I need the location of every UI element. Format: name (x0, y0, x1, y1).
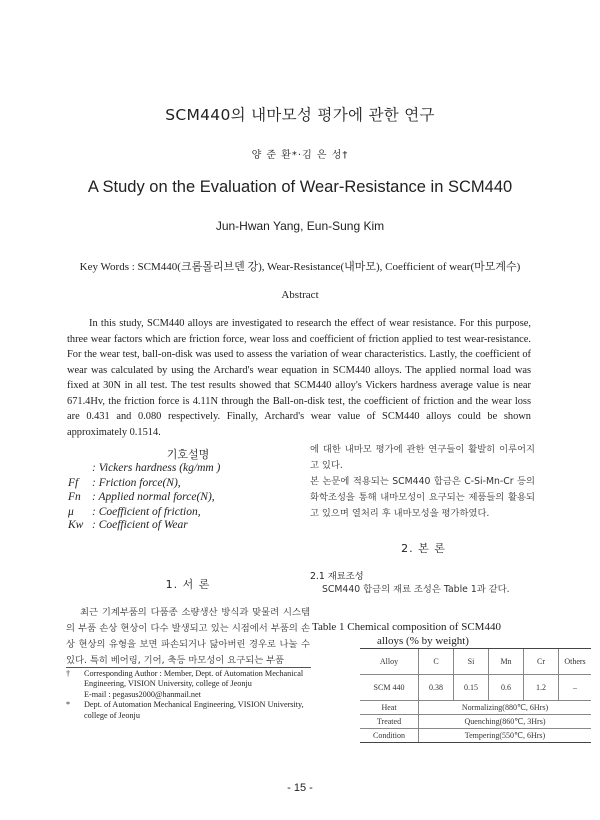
table-cell: Condition (360, 729, 419, 743)
introduction-body: 최근 기계부품의 다품종 소량생산 방식과 맞물려 시스템의 부품 손상 현상이 다수 발생되고 있는 시점에서 부품의 손상 현상의 유형을 보면 파손되거나 닳아버린 경우로 나눌 수 있다. 특히 베어링, 기어, 축등 마모성이 요구되는 부품 (66, 607, 310, 666)
keywords: Key Words : SCM440(크롬몰리브덴 강), Wear-Resistance(내마모), Coefficient of wear(마모계수) (79, 261, 521, 273)
nomenclature-description: : Applied normal force(N), (92, 491, 215, 503)
footnote-affiliation (66, 700, 316, 721)
nomenclature-symbol: μ (68, 506, 74, 518)
nomenclature-item (68, 462, 220, 474)
table-cell: Normalizing(880℃, 6Hrs) (419, 701, 592, 715)
table-header-cell: Cr (524, 649, 559, 675)
table-header-cell: Alloy (360, 649, 419, 675)
nomenclature-description: : Vickers hardness (kg/mm ) (92, 462, 221, 474)
introduction-heading: 1. 서 론 (165, 578, 211, 591)
table-row (360, 729, 591, 743)
table-header-row (360, 649, 591, 675)
footnote-text: E-mail : pegasus2000@hanmail.net (84, 689, 201, 699)
table-cell: 0.38 (419, 675, 454, 701)
footnote-corresponding (66, 669, 316, 690)
nomenclature-item (68, 477, 181, 489)
paper-title-korean: SCM440의 내마모성 평가에 관한 연구 (165, 106, 435, 124)
nomenclature-item (68, 519, 188, 531)
table-caption (312, 620, 534, 648)
table-cell: 0.6 (489, 675, 524, 701)
table-cell: 0.15 (454, 675, 489, 701)
table-cell: 1.2 (524, 675, 559, 701)
footnote-text: Corresponding Author : Member, Dept. of Automation Mechanical Engineering, VISION University, college of Jeonju (84, 669, 304, 689)
authors-english: Jun-Hwan Yang, Eun-Sung Kim (215, 219, 385, 233)
table-row (360, 715, 591, 729)
abstract-body: In this study, SCM440 alloys are investigated to research the effect of wear resistance. For this purpose, three wear factors which are friction force, wear loss and coefficient of friction applied to test wear-resistance. For the wear test, ball-on-disk was used to assess the variation of wear characteristics. Lastly, the coefficient of wear was calculated by using the Archard's wear equation in SCM440 alloys. The applied normal load was fixed at 30N in all test. The test results showed that SCM440 alloy's Vickers hardness average value is near 671.4Hv, the friction force is 4.11N through the Ball-on-disk test, the coefficient of friction and the wear loss are 0.431 and 0.080 respectively. Finally, Archard's wear value of SCM440 alloys could be shown approximately 0.1514. (67, 318, 531, 438)
table-caption-line: alloys (% by weight) (377, 635, 469, 647)
table-caption-line: Table 1 Chemical composition of SCM440 (312, 621, 501, 633)
table-header-cell: Mn (489, 649, 524, 675)
nomenclature-item (68, 506, 201, 518)
table-cell: SCM 440 (360, 675, 419, 701)
table-cell: Tempering(550℃, 6Hrs) (419, 729, 592, 743)
nomenclature-heading: 기호설명 (166, 448, 210, 461)
nomenclature-symbol: Ff (68, 477, 79, 489)
table-row (360, 675, 591, 701)
footnotes (66, 669, 316, 721)
table-header-cell: Si (454, 649, 489, 675)
nomenclature-item (68, 491, 215, 503)
paper-title-english: A Study on the Evaluation of Wear-Resistance in SCM440 (87, 178, 513, 196)
table-cell: Treated (360, 715, 419, 729)
authors-korean: 양 준 환*·김 은 성† (251, 150, 349, 161)
nomenclature-description: : Coefficient of friction, (92, 506, 201, 518)
subsection-body: SCM440 합금의 재료 조성은 Table 1과 같다. (322, 584, 510, 595)
table-cell: Heat (360, 701, 419, 715)
footnote-divider (66, 667, 311, 668)
table-cell: Quenching(860℃, 3Hrs) (419, 715, 592, 729)
method-heading: 2. 본 론 (401, 542, 446, 555)
nomenclature-symbol: Kw (68, 519, 84, 531)
table-header-cell: Others (559, 649, 592, 675)
footnote-text: Dept. of Automation Mechanical Engineering, VISION University, college of Jeonju (84, 700, 304, 720)
footnote-email (66, 690, 316, 700)
table-row (360, 701, 591, 715)
nomenclature-description: : Friction force(N), (92, 477, 181, 489)
right-column-text: 에 대한 내마모 평가에 관한 연구들이 활발히 이루어지고 있다. 본 논문에 적용되는 SCM440 합금은 C-Si-Mn-Cr 등의 화학조성을 통해 내마모성이 요구되는 제품들의 활용되고 있으며 열처리 후 내마모성을 평가하였다. (310, 444, 535, 519)
table-header-cell: C (419, 649, 454, 675)
subsection-heading: 2.1 재료조성 (310, 571, 364, 582)
nomenclature-description: : Coefficient of Wear (92, 519, 188, 531)
footnote-mark: † (66, 669, 71, 678)
nomenclature-symbol: Fn (68, 491, 81, 503)
page-number: - 15 - (287, 782, 313, 794)
footnote-mark: * (66, 700, 71, 710)
abstract-heading: Abstract (281, 289, 319, 301)
table-cell: – (559, 675, 592, 701)
composition-table (360, 648, 591, 743)
